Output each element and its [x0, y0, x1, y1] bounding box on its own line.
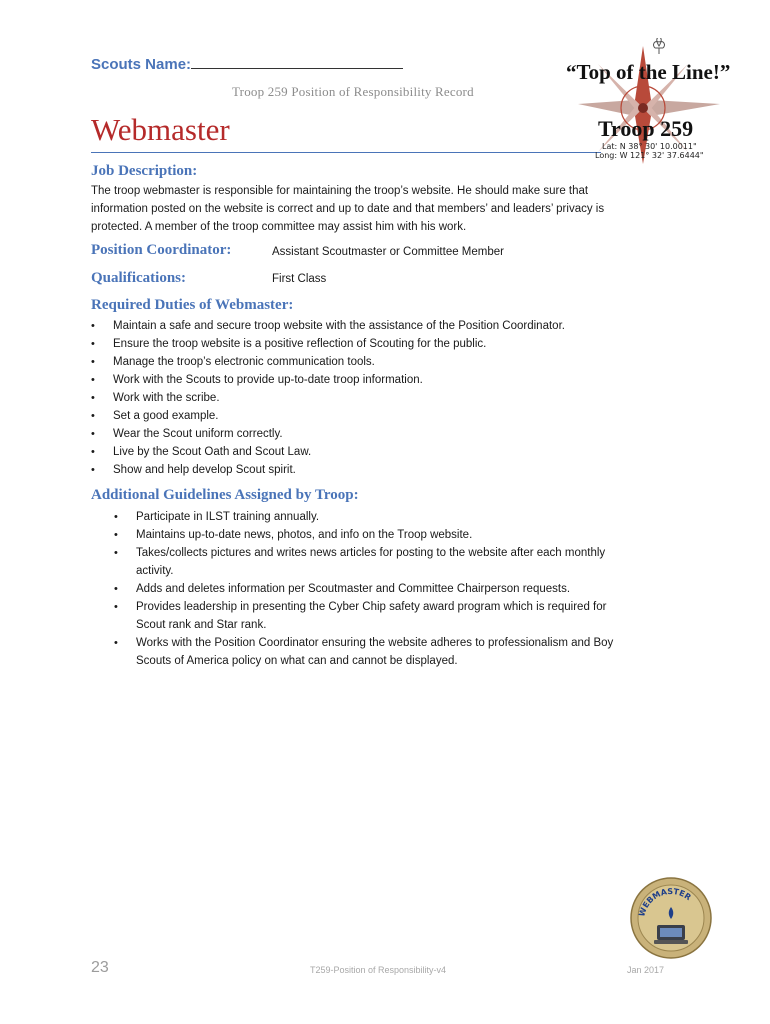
bullet: • — [91, 338, 95, 350]
bullet: • — [91, 428, 95, 440]
guideline-text: Participate in ILST training annually. — [136, 511, 320, 523]
guideline-text: Maintains up-to-date news, photos, and info on the Troop website. — [136, 529, 473, 541]
bullet: • — [114, 511, 118, 523]
guideline-text: Works with the Position Coordinator ensuring the website adheres to professionalism and Boy — [136, 637, 614, 649]
scouts-name-label: Scouts Name: — [91, 56, 192, 73]
bullet: • — [114, 583, 118, 595]
bullet: • — [91, 446, 95, 458]
badge-text: WEBMASTER — [637, 886, 693, 918]
list-item — [91, 407, 673, 425]
duty-text: Live by the Scout Oath and Scout Law. — [113, 446, 312, 458]
list-item — [91, 371, 673, 389]
duty-text: Maintain a safe and secure troop website with the assistance of the Position Coordinator. — [113, 320, 565, 332]
list-item — [91, 353, 673, 371]
duty-text: Work with the scribe. — [113, 392, 220, 404]
duty-text: Ensure the troop website is a positive reflection of Scouting for the public. — [113, 338, 487, 350]
guideline-text-continued: Scout rank and Star rank. — [136, 619, 267, 631]
list-item — [91, 461, 673, 479]
duty-text: Show and help develop Scout spirit. — [113, 464, 296, 476]
footer-document-id: T259-Position of Responsibility-v4 — [310, 965, 447, 975]
webmaster-merit-badge-icon — [630, 877, 712, 959]
logo-slogan: “Top of the Line!” — [566, 60, 731, 84]
list-item — [114, 634, 671, 670]
list-item — [114, 580, 671, 598]
bullet: • — [114, 637, 118, 649]
guideline-text: Takes/collects pictures and writes news articles for posting to the website after each monthly — [136, 547, 606, 559]
job-description-line: information posted on the website is correct and up to date and that members’ and leaders’ privacy is — [91, 203, 605, 215]
position-coordinator-label: Position Coordinator: — [91, 242, 232, 258]
bullet: • — [91, 356, 95, 368]
bullet: • — [91, 374, 95, 386]
list-item — [114, 526, 671, 544]
page-number: 23 — [91, 959, 109, 976]
bullet: • — [114, 601, 118, 613]
qualifications-value: First Class — [272, 273, 327, 285]
list-item — [91, 389, 673, 407]
document-subtitle: Troop 259 Position of Responsibility Record — [232, 84, 474, 99]
bullet: • — [91, 410, 95, 422]
logo-troop-name: Troop 259 — [598, 116, 694, 141]
footer-date: Jan 2017 — [627, 965, 665, 975]
duty-text: Work with the Scouts to provide up-to-date troop information. — [113, 374, 423, 386]
guideline-text-continued: Scouts of America policy on what can and cannot be displayed. — [136, 655, 458, 667]
list-item — [114, 508, 671, 526]
bullet: • — [91, 320, 95, 332]
logo-latitude: Lat: N 38° 30' 10.0011" — [602, 142, 697, 151]
job-description-heading: Job Description: — [91, 163, 198, 179]
title-divider — [91, 152, 601, 153]
bullet: • — [91, 464, 95, 476]
duty-text: Manage the troop’s electronic communication tools. — [113, 356, 375, 368]
qualifications-label: Qualifications: — [91, 270, 187, 286]
bullet: • — [114, 529, 118, 541]
list-item — [91, 317, 673, 335]
bullet: • — [91, 392, 95, 404]
job-description-line: protected. A member of the troop committee may assist him with his work. — [91, 221, 467, 233]
job-description-line: The troop webmaster is responsible for maintaining the troop’s website. He should make sure that — [91, 185, 589, 197]
guideline-text: Adds and deletes information per Scoutmaster and Committee Chairperson requests. — [136, 583, 571, 595]
guideline-text-continued: activity. — [136, 565, 174, 577]
required-duties-list — [91, 317, 673, 479]
position-coordinator-value: Assistant Scoutmaster or Committee Member — [272, 246, 504, 258]
additional-guidelines-heading: Additional Guidelines Assigned by Troop: — [91, 487, 359, 503]
required-duties-heading: Required Duties of Webmaster: — [91, 297, 294, 313]
bullet: • — [114, 547, 118, 559]
list-item — [91, 443, 673, 461]
guideline-text: Provides leadership in presenting the Cyber Chip safety award program which is required for — [136, 601, 607, 613]
job-description-text — [91, 182, 681, 236]
list-item — [114, 544, 671, 580]
logo-longitude: Long: W 121° 32' 37.6444" — [595, 151, 704, 160]
list-item — [114, 598, 671, 634]
page-title: Webmaster — [91, 112, 230, 147]
duty-text: Wear the Scout uniform correctly. — [113, 428, 283, 440]
list-item — [91, 425, 673, 443]
list-item — [91, 335, 673, 353]
scouts-name-blank-line — [191, 56, 403, 69]
duty-text: Set a good example. — [113, 410, 219, 422]
additional-guidelines-list — [114, 508, 671, 670]
scouts-name-field — [91, 56, 403, 73]
